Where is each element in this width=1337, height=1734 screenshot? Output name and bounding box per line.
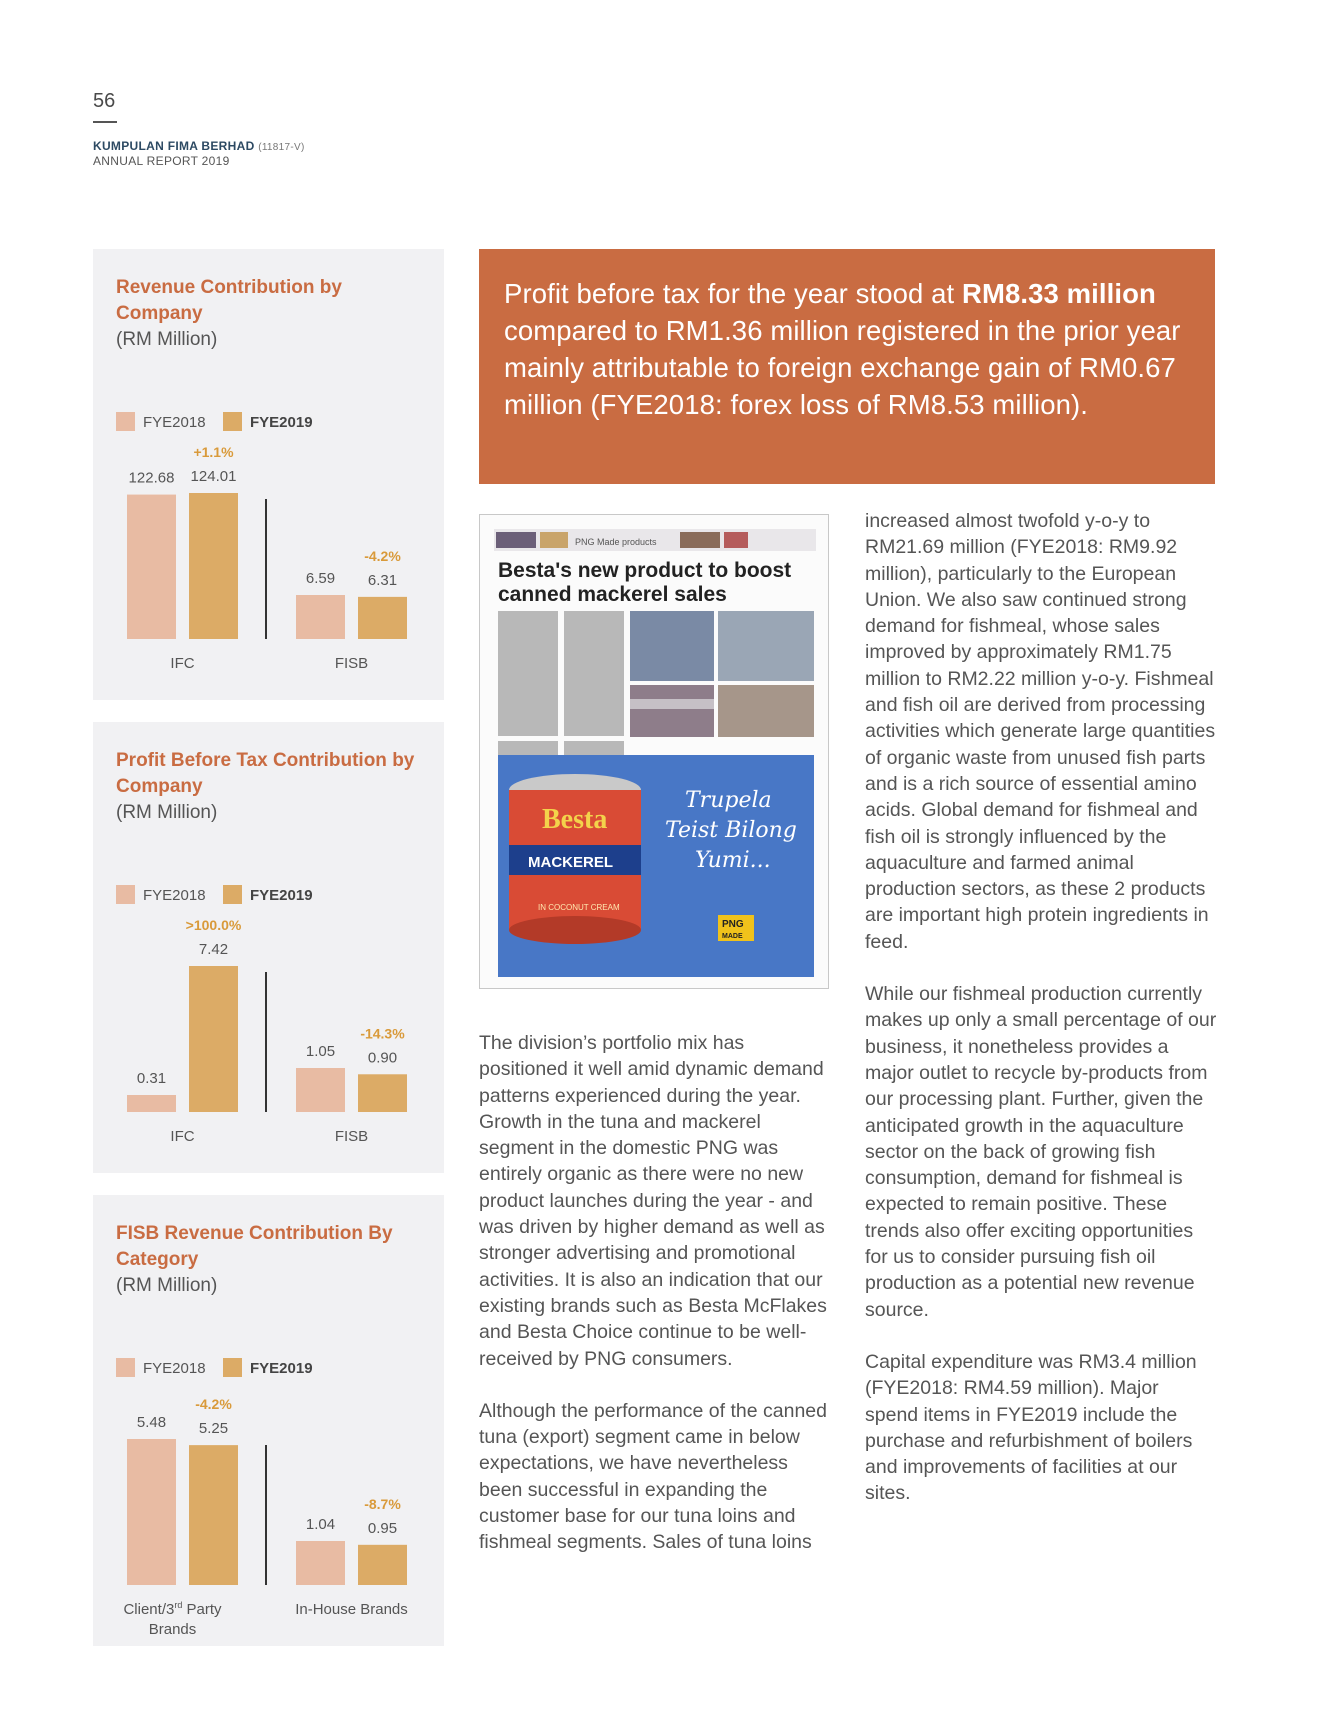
value-label: 0.95 bbox=[367, 1519, 398, 1537]
bar-fye2018-0 bbox=[127, 1439, 176, 1585]
legend-swatch-fye2018 bbox=[116, 412, 135, 431]
bar-fye2019-0 bbox=[189, 493, 238, 639]
legend-label-fye2018: FYE2018 bbox=[143, 414, 206, 431]
change-label: -4.2% bbox=[364, 547, 401, 564]
chart-subtitle: (RM Million) bbox=[116, 329, 218, 350]
bar-fye2018-1 bbox=[296, 1068, 345, 1112]
revenue-by-company-chart bbox=[93, 249, 444, 700]
right-paragraph-1: increased almost twofold y-o-y to RM21.69 million (FYE2018: RM9.92 million), particularly to the European Union. We also saw continued strong demand for fishmeal, whose sales improved by approximately RM1.75 million to RM2.22 million y-o-y. Fishmeal and fish oil are derived from processing activities which generate large quantities of organic waste from unused fish parts and is a rich source of essential amino acids. Global demand for fishmeal and fish oil is strongly influenced by the aquaculture and farmed animal production sectors, as these 2 products are important high protein ingredients in feed. bbox=[865, 510, 1216, 953]
legend-swatch-fye2018 bbox=[116, 1358, 135, 1377]
change-label: +1.1% bbox=[193, 444, 234, 460]
value-label: 1.04 bbox=[305, 1516, 336, 1533]
legend-swatch-fye2019 bbox=[223, 412, 242, 431]
value-label: 0.90 bbox=[367, 1049, 398, 1067]
clipping-can-sub: IN COCONUT CREAM bbox=[538, 903, 620, 912]
clipping-badge-1: PNG bbox=[722, 919, 744, 930]
pbt-by-company-panel bbox=[93, 722, 444, 1173]
category-label: Client/3rd Party bbox=[123, 1600, 222, 1618]
value-label: 6.31 bbox=[367, 571, 398, 589]
chart-subtitle: (RM Million) bbox=[116, 802, 218, 823]
category-label: IFC bbox=[170, 1128, 195, 1145]
value-label: 122.68 bbox=[128, 469, 175, 487]
legend-label-fye2018: FYE2018 bbox=[143, 1360, 206, 1377]
change-label: -14.3% bbox=[360, 1025, 405, 1042]
bar-fye2018-0 bbox=[127, 1095, 176, 1112]
category-label: FISB bbox=[334, 1128, 369, 1145]
report-title: ANNUAL REPORT 2019 bbox=[93, 154, 230, 168]
highlight-text-2: compared to RM1.36 million registered in the prior year mainly attributable to foreign exchange gain of RM0.67 million (FYE2018: forex loss of RM8.53 million). bbox=[504, 315, 1181, 420]
profit-highlight-box bbox=[479, 249, 1215, 484]
change-label: -8.7% bbox=[364, 1495, 401, 1512]
change-label: >100.0% bbox=[185, 917, 242, 933]
middle-column-text bbox=[479, 1030, 831, 1582]
clipping-headline-2: canned mackerel sales bbox=[498, 583, 727, 606]
bar-fye2019-1 bbox=[358, 1074, 407, 1112]
chart-title-text: Revenue Contribution by Company bbox=[116, 277, 342, 324]
value-label: 1.05 bbox=[305, 1043, 336, 1060]
company-name-text: KUMPULAN FIMA BERHAD bbox=[93, 139, 255, 153]
value-label: 6.59 bbox=[305, 570, 336, 587]
clipping-badge-2: MADE bbox=[722, 933, 743, 940]
legend-swatch-fye2018 bbox=[116, 885, 135, 904]
right-column-text bbox=[865, 508, 1217, 1533]
chart-title-text: Profit Before Tax Contribution by Company bbox=[116, 750, 415, 797]
middle-paragraph-1: The division’s portfolio mix has positioned it well amid dynamic demand patterns experienced during the year. Growth in the tuna and mackerel segment in the domestic PNG was entirely organic as there were no new product launches during the year - and was driven by higher demand as well as stronger advertising and promotional activities. It is also an indication that our existing brands such as Besta McFlakes and Besta Choice continue to be well-received by PNG consumers. bbox=[479, 1032, 827, 1370]
legend-label-fye2019: FYE2019 bbox=[250, 414, 313, 431]
pbt-by-company-chart bbox=[93, 722, 444, 1173]
group-separator bbox=[265, 1445, 267, 1585]
company-name bbox=[93, 139, 305, 153]
newspaper-clipping-image bbox=[479, 514, 829, 989]
bar-fye2018-1 bbox=[296, 1541, 345, 1585]
legend-swatch-fye2019 bbox=[223, 1358, 242, 1377]
category-label: FISB bbox=[334, 655, 369, 672]
right-paragraph-3: Capital expenditure was RM3.4 million (FYE2018: RM4.59 million). Major spend items in FYE2019 include the purchase and refurbishment of boilers and improvements of facilities at our sites. bbox=[865, 1350, 1197, 1505]
legend-label-fye2018: FYE2018 bbox=[143, 887, 206, 904]
highlight-text-1: Profit before tax for the year stood at bbox=[504, 278, 962, 309]
category-label: In-House Brands bbox=[295, 1601, 408, 1618]
value-label: 7.42 bbox=[198, 941, 229, 958]
legend-label-fye2019: FYE2019 bbox=[250, 1360, 313, 1377]
company-registration: (11817-V) bbox=[258, 142, 305, 153]
page-number: 56 bbox=[93, 90, 116, 112]
clipping-slogan-2: Teist Bilong bbox=[665, 818, 797, 843]
fisb-revenue-by-category-panel bbox=[93, 1195, 444, 1646]
category-label-line-2: Brands bbox=[148, 1621, 197, 1638]
bar-fye2019-1 bbox=[358, 597, 407, 639]
value-label: 0.31 bbox=[136, 1070, 167, 1087]
bar-fye2019-0 bbox=[189, 966, 238, 1112]
highlight-bold: RM8.33 million bbox=[962, 278, 1156, 309]
chart-title-text: FISB Revenue Contribution By Category bbox=[116, 1223, 393, 1270]
bar-fye2019-0 bbox=[189, 1445, 238, 1585]
value-label: 124.01 bbox=[190, 468, 237, 485]
fisb-revenue-by-category-chart bbox=[93, 1195, 444, 1646]
clipping-header: PNG Made products bbox=[575, 537, 657, 547]
page-number-rule bbox=[93, 121, 117, 123]
value-label: 5.48 bbox=[136, 1414, 167, 1431]
group-separator bbox=[265, 972, 267, 1112]
chart-subtitle: (RM Million) bbox=[116, 1275, 218, 1296]
middle-paragraph-2: Although the performance of the canned tuna (export) segment came in below expectations, we have nevertheless been successful in expanding the customer base for our tuna loins and fishmeal segments. Sales of tuna loins bbox=[479, 1399, 827, 1554]
value-label: 5.25 bbox=[198, 1420, 229, 1438]
clipping-can-label: MACKEREL bbox=[528, 854, 613, 871]
clipping-headline-1: Besta's new product to boost bbox=[498, 559, 792, 582]
clipping-slogan-1: Trupela bbox=[685, 788, 772, 813]
category-label: IFC bbox=[170, 655, 195, 672]
revenue-by-company-panel bbox=[93, 249, 444, 700]
right-paragraph-2: While our fishmeal production currently makes up only a small percentage of our business, it nonetheless provides a major outlet to recycle by-products from our processing plant. Further, given the anticipated growth in the aquaculture sector on the back of growing fish consumption, demand for fishmeal is expected to remain positive. These trends also offer exciting opportunities for us to consider pursuing fish oil production as a potential new revenue source. bbox=[865, 983, 1217, 1321]
clipping-can-brand: Besta bbox=[542, 804, 608, 835]
bar-fye2019-1 bbox=[358, 1545, 407, 1585]
legend-swatch-fye2019 bbox=[223, 885, 242, 904]
clipping-slogan-3: Yumi... bbox=[695, 848, 771, 873]
legend-label-fye2019: FYE2019 bbox=[250, 887, 313, 904]
bar-fye2018-1 bbox=[296, 595, 345, 639]
change-label: -4.2% bbox=[195, 1396, 232, 1413]
bar-fye2018-0 bbox=[127, 495, 176, 639]
group-separator bbox=[265, 499, 267, 639]
highlight-text bbox=[504, 275, 1190, 423]
